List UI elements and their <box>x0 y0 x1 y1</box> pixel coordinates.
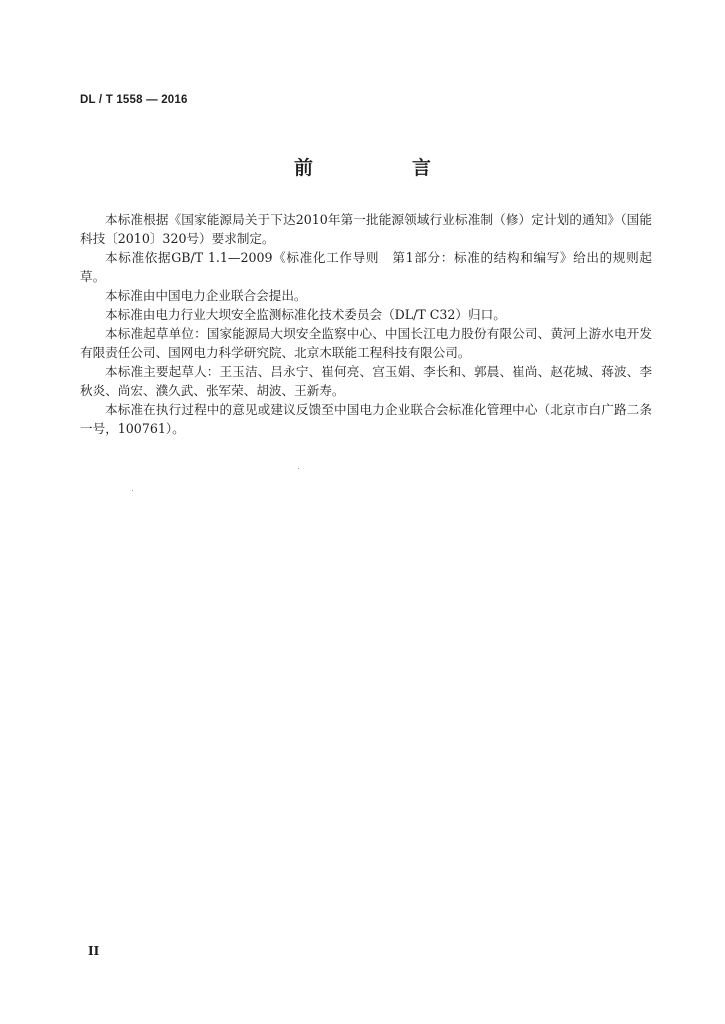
scan-speck <box>132 490 133 491</box>
scan-speck <box>298 468 299 469</box>
paragraph-administrator: 本标准由电力行业大坝安全监测标准化技术委员会（DL/T C32）归口。 <box>105 307 506 322</box>
paragraph-plan-basis: 本标准根据《国家能源局关于下达2010年第一批能源领域行业标准制（修）定计划的通知》（国能科技〔2010〕320号）要求制定。 <box>80 212 652 246</box>
paragraph-feedback-contact: 本标准在执行过程中的意见或建议反馈至中国电力企业联合会标准化管理中心（北京市白广路二条一号，100761）。 <box>80 402 652 436</box>
page-number: II <box>88 944 100 958</box>
paragraph-drafting-rules: 本标准依据GB/T 1.1—2009《标准化工作导则 第1部分：标准的结构和编写》给出的规则起草。 <box>80 250 652 284</box>
document-number-header: DL / T 1558 — 2016 <box>80 94 188 106</box>
section-title: 前 言 <box>293 157 471 179</box>
paragraph-main-drafters: 本标准主要起草人：王玉洁、吕永宁、崔何亮、宫玉娟、李长和、郭晨、崔尚、赵花城、蒋波、李秋炎、尚宏、濮久武、张军荣、胡波、王新寿。 <box>80 364 652 398</box>
foreword-body <box>80 210 652 438</box>
paragraph-proposer: 本标准由中国电力企业联合会提出。 <box>105 288 307 303</box>
paragraph-drafting-organizations: 本标准起草单位：国家能源局大坝安全监察中心、中国长江电力股份有限公司、黄河上游水电开发有限责任公司、国网电力科学研究院、北京木联能工程科技有限公司。 <box>80 326 652 360</box>
